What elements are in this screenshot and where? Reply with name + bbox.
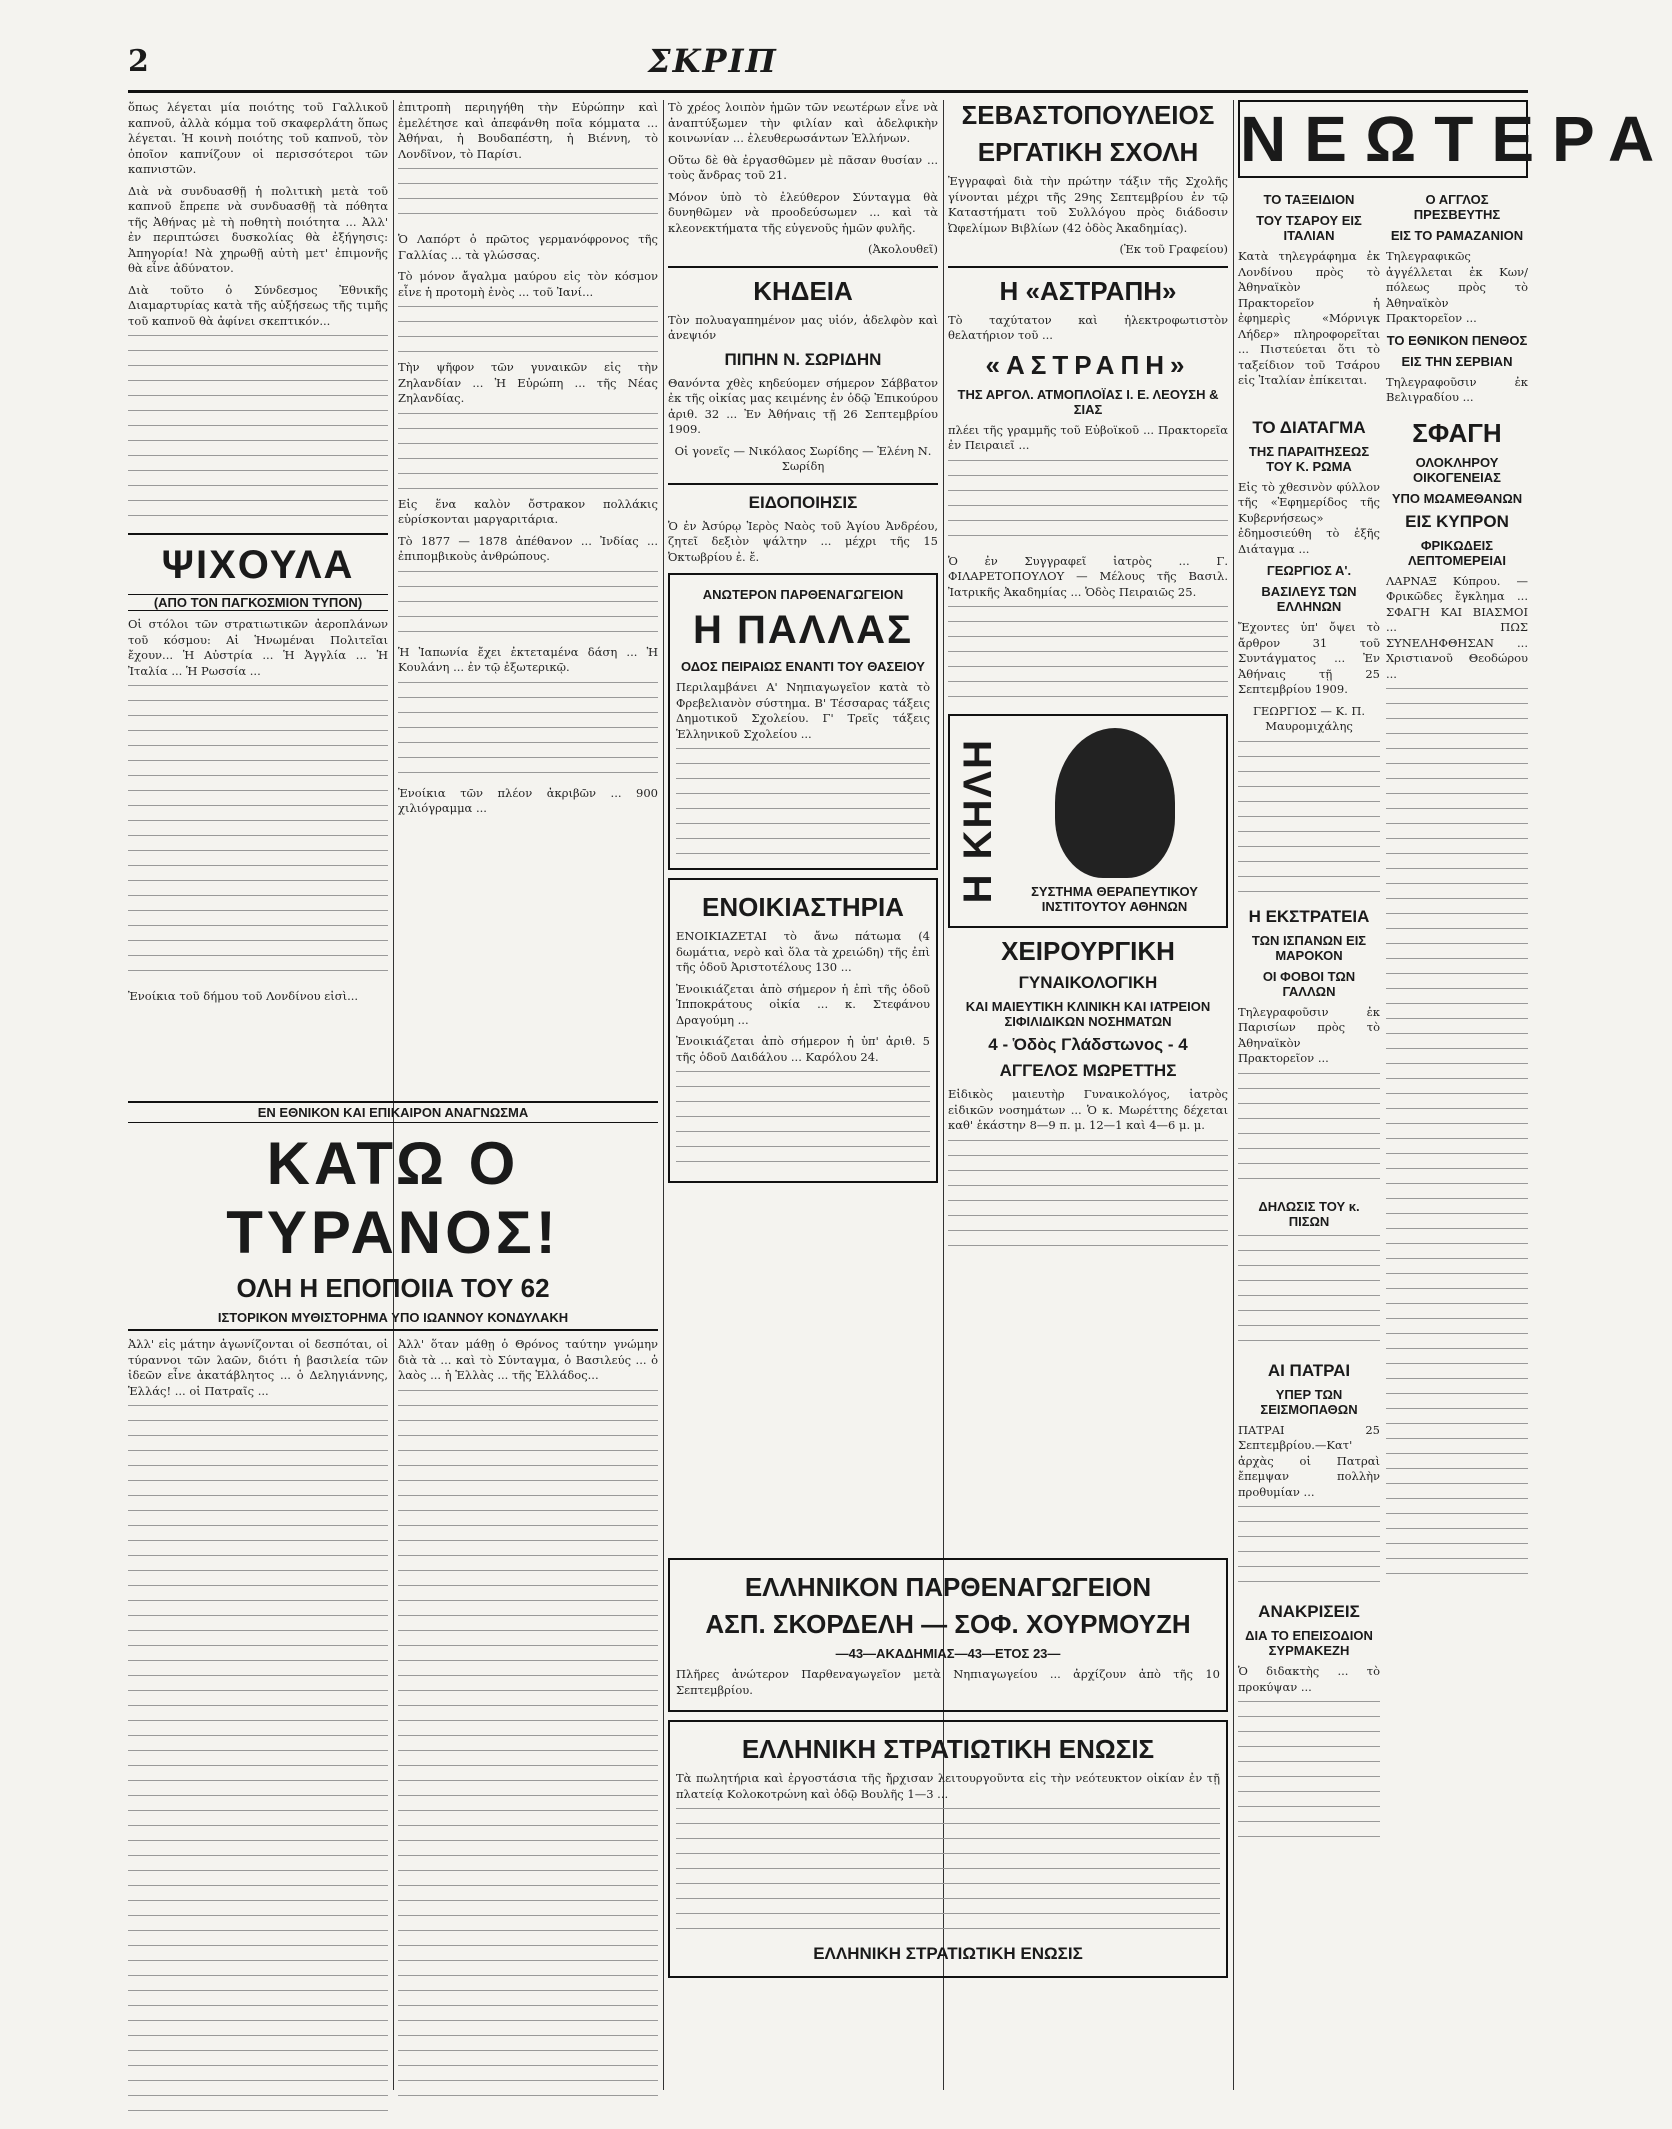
- article-text: ὅπως λέγεται μία ποιότης τοῦ Γαλλικοῦ καπνοῦ, ἀλλὰ κόμμα τοῦ σκαφερλάτη ὅπως λέγεται. Ἡ κοινὴ ποιότης τοῦ καπνοῦ, τὸν ὁποῖον καπνίζουν οἱ περισσότεροι τῶν καπνιστῶν.: [128, 100, 388, 176]
- article-text: Οὕτω δὲ θὰ ἐργασθῶμεν μὲ πᾶσαν θυσίαν ... τοὺς ἄνδρας τοῦ 21.: [668, 152, 938, 182]
- article-text: Τὴν ψῆφον τῶν γυναικῶν εἰς τὴν Ζηλανδίαν ... Ἡ Εὐρώπη ... τῆς Νέας Ζηλανδίας.: [398, 360, 658, 405]
- masthead: [128, 40, 1528, 93]
- article-text: Διὰ τοῦτο ὁ Σύνδεσμος Ἐθνικῆς Διαμαρτυρίας κατὰ τῆς αὐξήσεως τῆς τιμῆς τοῦ καπνοῦ θὰ ἀφίνει σκεπτικόν...: [128, 282, 388, 328]
- news-title: ΤΟ ΕΘΝΙΚΟΝ ΠΕΝΘΟΣ: [1386, 332, 1528, 348]
- newspaper-page: [128, 40, 1672, 2090]
- section-title: ΕΙΔΟΠΟΙΗΣΙΣ: [748, 492, 858, 512]
- section-banner: ΝΕΩΤΕΡΑ: [1238, 100, 1528, 178]
- news-subtitle: ΕΙΣ ΤΗΝ ΣΕΡΒΙΑΝ: [1401, 353, 1513, 369]
- decree-king: ΓΕΩΡΓΙΟΣ Α'.: [1266, 563, 1352, 578]
- article-text-lines: [1238, 1701, 1380, 1851]
- article-text-lines: [1238, 1073, 1380, 1193]
- decree-king-title: ΒΑΣΙΛΕΥΣ ΤΩΝ ΕΛΛΗΝΩΝ: [1261, 584, 1357, 614]
- ad-signature: ΕΛΛΗΝΙΚΗ ΣΤΡΑΤΙΩΤΙΚΗ ΕΝΩΣΙΣ: [813, 1944, 1083, 1963]
- news-text: Τηλεγραφοῦσιν ἐκ Παρισίων πρὸς τὸ Ἀθηναϊκὸν Πρακτορεῖον ...: [1238, 1004, 1380, 1065]
- news-subtitle: ΕΙΣ ΤΟ ΡΑΜΑΖΑΝΙΟΝ: [1390, 228, 1524, 243]
- notice-signature: Οἱ γονεῖς — Νικόλαος Σωρίδης — Ἑλένη Ν. Σωρίδη: [674, 443, 932, 473]
- ad-subtitle: ΑΣΠ. ΣΚΟΡΔΕΛΗ — ΣΟΦ. ΧΟΥΡΜΟΥΖΗ: [705, 1609, 1191, 1639]
- article-text: Ἐνοίκια τοῦ δήμου τοῦ Λονδίνου εἰσὶ...: [128, 989, 359, 1003]
- ad-text: ΕΝΟΙΚΙΑΖΕΤΑΙ τὸ ἄνω πάτωμα (4 δωμάτια, νερὸ καὶ ὅλα τὰ χρειώδη) τῆς ἐπὶ τῆς ὁδοῦ Ἀριστοτέλους 130 ...: [676, 929, 930, 974]
- article-text-lines: [1238, 1235, 1380, 1355]
- kili-ad: [948, 714, 1228, 928]
- feature-text: Ἀλλ' εἰς μάτην ἀγωνίζονται οἱ δεσπόται, οἱ τύραννοι τῶν λαῶν, διότι ἡ βασιλεία τῶν ἰδεῶν εἶνε ἀκατάβλητος ... ὁ Δεληγιάννης, Ἑλλάς! ... οἱ Πατραῖς ...: [128, 1337, 388, 1398]
- ad-title: Η «ΑΣΤΡΑΠΗ»: [999, 275, 1177, 306]
- article-text: Οἱ στόλοι τῶν στρατιωτικῶν ἀεροπλάνων τοῦ κόσμου: Αἱ Ἡνωμέναι Πολιτεῖαι ἔχουν... Ἡ Αὐστρία ... Ἡ Ἀγγλία ... Ἡ Ἰταλία ... Ἡ Ρωσσία ...: [128, 617, 388, 678]
- article-text: Διὰ νὰ συνδυασθῇ ἡ πολιτικὴ μετὰ τοῦ καπνοῦ ἔπρεπε νὰ συνδυασθῇ τὰ πόθητα τῆς Ἀθήνας μὲ τὴ ποθητὴ ποιότητα ... Ἀλλ' ἐν περιπτώσει δυσκολίας θὰ ἐξήγησις: Ἀπηγορία! Νὰ χηρωθῇ αὐτὴ μετ' ἐπιμονῆς θὰ εἶνε ἀδύνατον.: [128, 183, 388, 275]
- article-text-lines: [676, 1808, 1220, 1938]
- news-title: ΔΗΛΩΣΙΣ ΤΟΥ κ. ΠΙΣΩΝ: [1258, 1198, 1360, 1229]
- section-title: ΚΗΔΕΙΑ: [753, 275, 853, 306]
- news-title: ΤΟ ΔΙΑΤΑΓΜΑ: [1252, 417, 1366, 437]
- ad-title: Η ΚΗΛΗ: [956, 738, 1000, 904]
- column-4: [948, 100, 1228, 1540]
- ad-signature: (Ἐκ τοῦ Γραφείου): [1119, 242, 1228, 256]
- feature-text: Ἀλλ' ὅταν μάθῃ ὁ Θρόνος ταύτην γνώμην διὰ τὰ ... καὶ τὸ Σύνταγμα, ὁ Βασιλεύς ... ὁ λαὸς ... ἡ Ἑλλὰς ... τῆς Ἑλλάδος...: [398, 1337, 658, 1382]
- article-text-lines: [398, 1390, 658, 2110]
- ad-text: πλέει τῆς γραμμῆς τοῦ Εὐβοϊκοῦ ... Πρακτορεῖα ἐν Πειραιεῖ ...: [948, 422, 1228, 452]
- ad-caption: ΣΥΣΤΗΜΑ ΘΕΡΑΠΕΥΤΙΚΟΥ ΙΝΣΤΙΤΟΥΤΟΥ ΑΘΗΝΩΝ: [1031, 884, 1198, 914]
- news-text: Κατὰ τηλεγράφημα ἐκ Λονδίνου πρὸς τὸ Ἀθηναϊκὸν Πρακτορεῖον ἡ ἐφημερὶς «Μόρνιγκ Λήδερ» πληροφορεῖται ... Πιστεύεται ὅτι τὸ ταξείδιον τοῦ Τσάρου εἰς Ἰταλίαν ἐπίκειται.: [1238, 249, 1380, 387]
- ad-text: Τὸ ταχύτατον καὶ ἠλεκτροφωτιστὸν θελατήριον τοῦ ...: [948, 312, 1228, 342]
- article-text: Ἡ Ἰαπωνία ἔχει ἐκτεταμένα δάση ... Ἡ Κουλάνη ... ἐν τῷ ἐξωτερικῷ.: [398, 644, 658, 674]
- article-text: Τὸ μόνον ἄγαλμα μαύρου εἰς τὸν κόσμον εἶνε ἡ προτομὴ ἑνὸς ... τοῦ Ἰανί...: [398, 269, 658, 299]
- news-text: Ἔχοντες ὑπ' ὄψει τὸ ἄρθρον 31 τοῦ Συντάγματος ... Ἐν Ἀθήναις τῇ 25 Σεπτεμβρίου 1909.: [1238, 620, 1380, 696]
- divider: [668, 483, 938, 485]
- article-text-lines: [948, 606, 1228, 706]
- ad-title: Η ΠΑΛΛΑΣ: [692, 608, 914, 652]
- ad-kicker: ΑΝΩΤΕΡΟΝ ΠΑΡΘΕΝΑΓΩΓΕΙΟΝ: [702, 587, 904, 602]
- ad-title: ΣΕΒΑΣΤΟΠΟΥΛΕΙΟΣ: [961, 100, 1215, 130]
- page-number: 2: [128, 44, 149, 79]
- continued-note: (Ἀκολουθεῖ): [868, 242, 938, 256]
- feature-kicker: ΕΝ ΕΘΝΙΚΟΝ ΚΑΙ ΕΠΙΚΑΙΡΟΝ ΑΝΑΓΝΩΣΜΑ: [128, 1101, 658, 1123]
- news-subtitle: ΔΙΑ ΤΟ ΕΠΕΙΣΟΔΙΟΝ ΣΥΡΜΑΚΕΖΗ: [1245, 1628, 1373, 1658]
- article-text-lines: [398, 168, 658, 228]
- article-text-lines: [398, 413, 658, 493]
- news-text: Τηλεγραφοῦσιν ἐκ Βελιγραδίου ...: [1386, 374, 1528, 404]
- column-2: [398, 100, 658, 1060]
- news-text: Τηλεγραφικῶς ἀγγέλλεται ἐκ Κων/πόλεως πρὸς τὸ Ἀθηναϊκὸν Πρακτορεῖον ...: [1386, 249, 1528, 325]
- news-subtitle: ΦΡΙΚΩΔΕΙΣ ΛΕΠΤΟΜΕΡΕΙΑΙ: [1407, 537, 1506, 568]
- article-text-lines: [1238, 741, 1380, 901]
- feature-subtitle: ΟΛΗ Η ΕΠΟΠΟΙΙΑ ΤΟΥ 62: [236, 1273, 550, 1303]
- doctor-name: ΑΓΓΕΛΟΣ ΜΩΡΕΤΤΗΣ: [999, 1061, 1177, 1080]
- ad-address: 4 - Ὁδὸς Γλάδστωνος - 4: [988, 1035, 1188, 1054]
- decree-signature: ΓΕΩΡΓΙΟΣ — Κ. Π. Μαυρομιχάλης: [1252, 703, 1366, 733]
- article-text: Τὸ 1877 — 1878 ἀπέθανον ... Ἰνδίας ... ἐπιπομβικοὺς ἀνθρώπους.: [398, 533, 658, 563]
- news-text: Εἰς τὸ χθεσινὸν φύλλον τῆς «Ἐφημερίδος τῆς Κυβερνήσεως» ἐδημοσιεύθη τὸ ἑξῆς Διάταγμα ...: [1238, 479, 1380, 556]
- ad-subtitle: ΟΔΟΣ ΠΕΙΡΑΙΩΣ ΕΝΑΝΤΙ ΤΟΥ ΘΑΣΕΙΟΥ: [681, 659, 925, 674]
- notice-text: Τὸν πολυαγαπημένον μας υἱόν, ἀδελφὸν καὶ ἀνεψιόν: [668, 312, 938, 342]
- article-text-lines: [676, 748, 930, 858]
- news-subtitle: ΤΩΝ ΙΣΠΑΝΩΝ ΕΙΣ ΜΑΡΟΚΟΝ: [1251, 932, 1367, 963]
- article-text-lines: [128, 1405, 388, 2125]
- article-text: Εἰς ἕνα καλὸν ὄστρακον πολλάκις εὑρίσκονται μαργαριτάρια.: [398, 496, 658, 526]
- serial-feature: [128, 1095, 658, 2129]
- ad-text: Τὰ πωλητήρια καὶ ἐργοστάσια τῆς ἤρχισαν λειτουργοῦντα εἰς τὴν νεότευκτον οἰκίαν ἐν τῇ πλατείᾳ Κολοκοτρώνη καὶ ὁδῷ Βουλῆς 1—3 ...: [676, 1771, 1220, 1801]
- notice-text: Θανόντα χθὲς κηδεύομεν σήμερον Σάββατον ἐκ τῆς οἰκίας μας κειμένης ἐν ὁδῷ Ἐπικούρου ἀριθ. 32 ... Ἐν Ἀθήναις τῇ 26 Σεπτεμβρίου 1909.: [668, 375, 938, 436]
- ad-subtitle: ΤΗΣ ΑΡΓΟΛ. ΑΤΜΟΠΛΟΪΑΣ Ι. Ε. ΛΕΟΥΣΗ & ΣΙΑΣ: [957, 386, 1219, 417]
- ad-subtitle: ΕΡΓΑΤΙΚΗ ΣΧΟΛΗ: [977, 137, 1199, 167]
- ad-illustration: [1055, 728, 1175, 878]
- news-subtitle: ΕΙΣ ΚΥΠΡΟΝ: [1405, 511, 1509, 531]
- section-subtitle: (ΑΠΟ ΤΟΝ ΠΑΓΚΟΣΜΙΟΝ ΤΥΠΟΝ): [128, 594, 388, 611]
- article-text: ἐπιτροπὴ περιηγήθη τὴν Εὐρώπην καὶ ἐμελέτησε καὶ ἀπεφάνθη ποῖα κόμματα ... Ἀθήναι, ἡ Βουδαπέστη, ἡ Βιέννη, τὸ Λονδῖνον, τὸ Παρίσι.: [398, 100, 658, 161]
- ad-text: Πλῆρες ἀνώτερον Παρθεναγωγεῖον μετὰ Νηπιαγωγείου ... ἀρχίζουν ἀπὸ τῆς 10 Σεπτεμβρίου.: [676, 1667, 1220, 1697]
- news-title: Η ΕΚΣΤΡΑΤΕΙΑ: [1248, 906, 1370, 926]
- article-text-lines: [948, 460, 1228, 550]
- feature-byline: ΙΣΤΟΡΙΚΟΝ ΜΥΘΙΣΤΟΡΗΜΑ ΥΠΟ ΙΩΑΝΝΟΥ ΚΟΝΔΥΛΑΚΗ: [128, 1310, 658, 1331]
- article-text-lines: [1238, 1506, 1380, 1596]
- column-5: [1238, 100, 1672, 2090]
- ad-address: —43—ΑΚΑΔΗΜΙΑΣ—43—ΕΤΟΣ 23—: [835, 1646, 1061, 1661]
- news-subtitle: ΤΗΣ ΠΑΡΑΙΤΗΣΕΩΣ ΤΟΥ Κ. ΡΩΜΑ: [1248, 443, 1370, 474]
- parthenagogeion-ad: [668, 1558, 1228, 1712]
- article-text: Ἐνοίκια τῶν πλέον ἀκριβῶν ... 900 χιλιόγραμμα ...: [398, 785, 658, 815]
- ad-title: ΕΛΛΗΝΙΚΟΝ ΠΑΡΘΕΝΑΓΩΓΕΙΟΝ: [744, 1572, 1152, 1602]
- ad-logo: «ΑΣΤΡΑΠΗ»: [985, 349, 1191, 380]
- news-subtitle: ΤΟΥ ΤΣΑΡΟΥ ΕΙΣ ΙΤΑΛΙΑΝ: [1256, 213, 1362, 243]
- ad-text: Εἰδικὸς μαιευτὴρ Γυναικολόγος, ἰατρὸς εἰδικῶν νοσημάτων ... Ὁ κ. Μωρέττης δέχεται καθ' ἑκάστην 8—9 π. μ. 12—1 καὶ 4—6 μ. μ.: [948, 1087, 1228, 1132]
- news-title: ΤΟ ΤΑΞΕΙΔΙΟΝ: [1263, 192, 1355, 207]
- ad-text: Ἐγγραφαὶ διὰ τὴν πρώτην τάξιν τῆς Σχολῆς γίνονται μέχρι τῆς 29ης Σεπτεμβρίου ἐν τῷ Καταστήματι τοῦ Συλλόγου πρὸς διάδοσιν Ὠφελίμων Βιβλίων (42 ὁδὸς Ἀκαδημίας).: [948, 174, 1228, 235]
- divider: [668, 266, 938, 268]
- article-text-lines: [398, 306, 658, 356]
- section-title: ΕΝΟΙΚΙΑΣΤΗΡΙΑ: [702, 892, 904, 922]
- ad-title: ΕΛΛΗΝΙΚΗ ΣΤΡΑΤΙΩΤΙΚΗ ΕΝΩΣΙΣ: [741, 1734, 1155, 1764]
- article-text-lines: [128, 335, 388, 525]
- ad-text: Ὁ ἐν Συγγραφεῖ ἰατρὸς ... Γ. ΦΙΛΑΡΕΤΟΠΟΥΛΟΥ — Μέλους τῆς Βασιλ. Ἰατρικῆς Ἀκαδημίας ... Ὁδὸς Πειραιῶς 25.: [948, 553, 1228, 599]
- ad-subtitle: ΚΑΙ ΜΑΙΕΥΤΙΚΗ ΚΛΙΝΙΚΗ ΚΑΙ ΙΑΤΡΕΙΟΝ ΣΙΦΙΛΙΔΙΚΩΝ ΝΟΣΗΜΑΤΩΝ: [965, 999, 1211, 1029]
- news-text: ΛΑΡΝΑΞ Κύπρου. — Φρικῶδες ἔγκλημα ... ΣΦΑΓΗ ΚΑΙ ΒΙΑΣΜΟΙ ... ΠΩΣ ΣΥΝΕΛΗΦΘΗΣΑΝ ... Χριστιανοῦ Θεοδώρου ...: [1386, 573, 1528, 681]
- news-title: Ο ΑΓΓΛΟΣ ΠΡΕΣΒΕΥΤΗΣ: [1413, 192, 1501, 222]
- column-3: [668, 100, 938, 1540]
- feature-title: ΚΑΤΩ Ο ΤΥΡΑΝΟΣ!: [226, 1130, 560, 1266]
- news-subtitle: ΟΙ ΦΟΒΟΙ ΤΩΝ ΓΑΛΛΩΝ: [1262, 968, 1356, 999]
- deceased-name: ΠΙΠΗΝ Ν. ΣΩΡΙΔΗΝ: [724, 349, 882, 369]
- ad-text: Ἐνοικιάζεται ἀπὸ σήμερον ἡ ὑπ' ἀριθ. 5 τῆς ὁδοῦ Δαιδάλου ... Καρόλου 24.: [676, 1034, 930, 1064]
- section-title: ΨΙΧΟΥΛΑ: [161, 543, 355, 587]
- column-rule: [1233, 100, 1234, 2090]
- article-text: Μόνον ὑπὸ τὸ ἐλεύθερον Σύνταγμα θὰ δυνηθῶμεν νὰ προοδεύσωμεν ... καὶ τὰ κλεονεκτήματα τῆς εὐγενοῦς ἡμῶν φυλῆς.: [668, 189, 938, 235]
- bottom-ads: [668, 1550, 1228, 1986]
- paper-name: ΣΚΡΙΠ: [648, 42, 778, 80]
- article-text-lines: [128, 685, 388, 985]
- news-subtitle: ΥΠΟ ΜΩΑΜΕΘΑΝΩΝ: [1391, 490, 1523, 506]
- ad-subtitle: ΓΥΝΑΙΚΟΛΟΓΙΚΗ: [1018, 973, 1158, 992]
- notice-text: Ὁ ἐν Ἀσύρῳ Ἱερὸς Ναὸς τοῦ Ἁγίου Ἀνδρέου, ζητεῖ δεξιὸν ψάλτην ... μέχρι τῆς 15 Ὀκτωβρίου ἐ. ἔ.: [668, 518, 938, 564]
- ad-text: Περιλαμβάνει Α' Νηπιαγωγεῖον κατὰ τὸ Φρεβελιανὸν σύστημα. Β' Τέσσαρας τάξεις Δημοτικοῦ Σχολείου. Γ' Τρεῖς τάξεις Ἑλληνικοῦ Σχολείου ...: [676, 680, 930, 741]
- article-text: Τὸ χρέος λοιπὸν ἡμῶν τῶν νεωτέρων εἶνε νὰ ἀναπτύξωμεν τὴν φιλίαν καὶ ἀδελφικὴν κοινωνίαν ... ἐλευθερωσάντων Ἑλλήνων.: [668, 100, 938, 145]
- article-text-lines: [676, 1071, 930, 1171]
- school-ad: [668, 573, 938, 870]
- article-text: Ὁ Λαπόρτ ὁ πρῶτος γερμανόφρονος τῆς Γαλλίας ... τὰ γλώσσας.: [398, 232, 658, 262]
- news-title: ΑΙ ΠΑΤΡΑΙ: [1267, 1360, 1351, 1380]
- news-title: ΑΝΑΚΡΙΣΕΙΣ: [1258, 1602, 1360, 1621]
- news-title: ΣΦΑΓΗ: [1412, 417, 1502, 448]
- news-subtitle: ΥΠΕΡ ΤΩΝ ΣΕΙΣΜΟΠΑΘΩΝ: [1260, 1386, 1358, 1417]
- news-text: Ὁ διδακτὴς ... τὸ προκύψαν ...: [1238, 1664, 1380, 1694]
- military-union-ad: [668, 1720, 1228, 1978]
- divider: [948, 266, 1228, 268]
- article-text-lines: [398, 682, 658, 782]
- rentals-section: [668, 878, 938, 1183]
- ad-text: Ἐνοικιάζεται ἀπὸ σήμερον ἡ ἐπὶ τῆς ὁδοῦ Ἱπποκράτους οἰκία ... κ. Στεφάνου Δραγούμη ...: [676, 981, 930, 1027]
- news-text: ΠΑΤΡΑΙ 25 Σεπτεμβρίου.—Κατ' ἀρχὰς οἱ Πατραὶ ἔπεμψαν πολλὴν προθυμίαν ...: [1238, 1422, 1380, 1499]
- article-text-lines: [1386, 688, 1528, 1588]
- ad-title: ΧΕΙΡΟΥΡΓΙΚΗ: [1001, 936, 1175, 966]
- divider: [128, 533, 388, 535]
- article-text-lines: [398, 571, 658, 641]
- article-text-lines: [948, 1140, 1228, 1260]
- news-subtitle: ΟΛΟΚΛΗΡΟΥ ΟΙΚΟΓΕΝΕΙΑΣ: [1413, 454, 1501, 485]
- column-rule: [663, 100, 664, 2090]
